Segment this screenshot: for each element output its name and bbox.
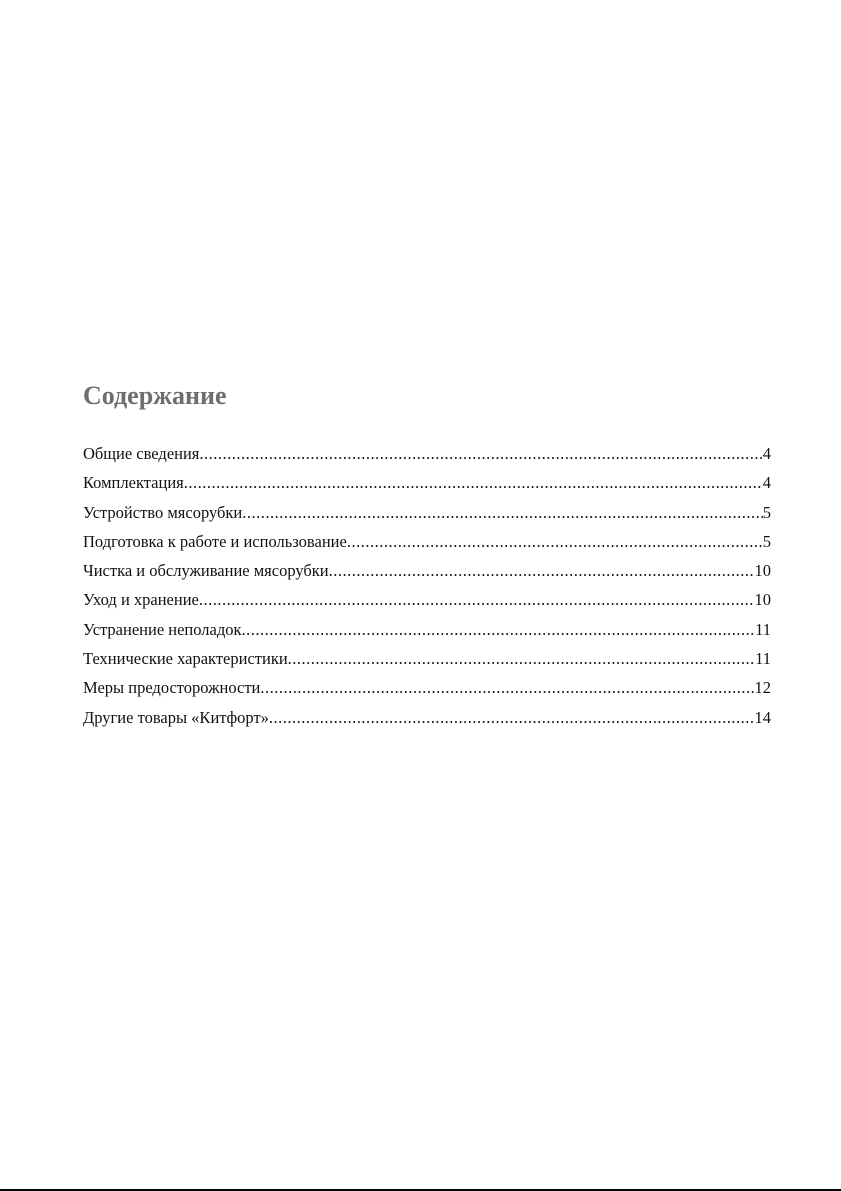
toc-item-page: 5 — [762, 502, 771, 522]
toc-item-label: Технические характеристики — [83, 649, 288, 669]
toc-item-label: Устройство мясорубки — [83, 502, 243, 522]
toc-item-page: 10 — [754, 561, 771, 581]
toc-item[interactable] — [83, 561, 771, 590]
toc-dot-leader — [242, 503, 762, 523]
toc-item[interactable] — [83, 649, 771, 678]
toc-item-page: 14 — [754, 707, 771, 727]
toc-dot-leader — [199, 590, 755, 610]
toc-item[interactable] — [83, 444, 771, 473]
toc-item-page: 12 — [754, 678, 771, 698]
toc-dot-leader — [329, 561, 755, 581]
toc-item[interactable] — [83, 473, 771, 502]
toc-item-page: 4 — [762, 444, 771, 463]
toc-list — [83, 444, 771, 737]
toc-item-page: 11 — [755, 649, 771, 669]
toc-item-label: Другие товары «Китфорт» — [83, 707, 269, 727]
toc-item-label: Меры предосторожности — [83, 678, 261, 698]
toc-item-page: 4 — [762, 473, 771, 493]
toc-item-page: 11 — [755, 619, 771, 639]
toc-item-page: 5 — [762, 531, 771, 551]
toc-item-label: Чистка и обслуживание мясорубки — [83, 561, 329, 581]
toc-item[interactable] — [83, 590, 771, 619]
toc-item-page: 10 — [754, 590, 771, 610]
toc-item-label: Подготовка к работе и использование — [83, 531, 347, 551]
toc-dot-leader — [288, 649, 755, 669]
toc-item[interactable] — [83, 532, 771, 561]
toc-dot-leader — [260, 678, 754, 698]
toc-dot-leader — [199, 444, 762, 464]
toc-item-label: Устранение неполадок — [83, 619, 242, 639]
toc-item[interactable] — [83, 708, 771, 737]
toc-dot-leader — [184, 473, 763, 493]
toc-item[interactable] — [83, 503, 771, 532]
toc-item-label: Уход и хранение — [83, 590, 199, 610]
toc-item[interactable] — [83, 678, 771, 707]
toc-dot-leader — [242, 620, 756, 640]
toc-item-label: Комплектация — [83, 473, 184, 493]
toc-title: Содержание — [83, 381, 227, 410]
toc-item-label: Общие сведения — [83, 444, 200, 463]
toc-item[interactable] — [83, 620, 771, 649]
toc-dot-leader — [347, 532, 763, 552]
toc-dot-leader — [269, 708, 755, 728]
table-of-contents — [83, 378, 771, 727]
